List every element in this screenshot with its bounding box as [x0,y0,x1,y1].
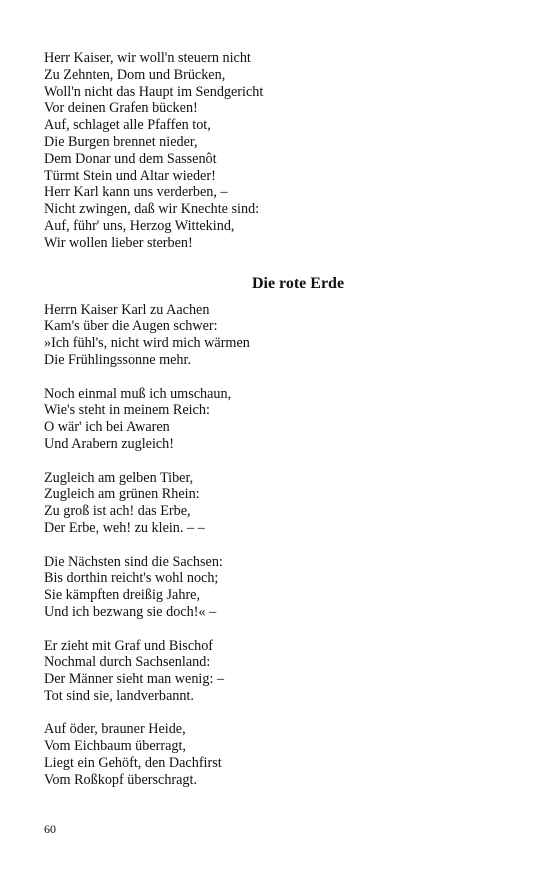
verse-line: Dem Donar und dem Sassenôt [44,150,217,167]
verse-line: Vom Eichbaum überragt, [44,738,186,755]
verse-line: Nicht zwingen, daß wir Knechte sind: [44,201,260,218]
stanza-5 [44,638,514,705]
poem-end-stanza [44,50,514,252]
verse-line: Woll'n nicht das Haupt im Sendgericht [44,83,264,100]
verse-line: O wär' ich bei Awaren [44,419,170,436]
verse-line: Und ich bezwang sie doch!« – [44,603,217,620]
verse-line: Er zieht mit Graf und Bischof [44,637,214,654]
verse-line: Die Nächsten sind die Sachsen: [44,553,223,570]
verse-line: Nochmal durch Sachsenland: [44,654,211,671]
verse-line: Tot sind sie, landverbannt. [44,687,194,704]
verse-line: Herr Kaiser, wir woll'n steuern nicht [44,50,251,66]
verse-line: Wir wollen lieber sterben! [44,234,193,251]
verse-line: Bis dorthin reicht's wohl noch; [44,570,219,587]
verse-line: Vor deinen Grafen bücken! [44,100,198,117]
verse-line: Liegt ein Gehöft, den Dachfirst [44,755,222,772]
verse-line: Der Erbe, weh! zu klein. – – [44,519,205,536]
verse-line: Türmt Stein und Altar wieder! [44,167,216,184]
stanza-1 [44,302,514,369]
verse-line: Sie kämpften dreißig Jahre, [44,587,201,604]
stanza-2 [44,386,514,453]
stanza-gap [44,369,514,386]
page-content [44,50,514,789]
stanza-gap [44,453,514,470]
poem-title: Die rote Erde [251,274,345,292]
verse-line: Wie's steht in meinem Reich: [44,402,210,419]
verse-line: Herr Karl kann uns verderben, – [44,184,228,201]
stanza-3 [44,470,514,537]
verse-line: Herrn Kaiser Karl zu Aachen [44,301,210,318]
verse-line: Auf öder, brauner Heide, [44,721,186,738]
stanza-gap [44,621,514,638]
verse-line: Zu groß ist ach! das Erbe, [44,503,191,520]
page-number: 60 [44,822,56,836]
stanza-gap [44,537,514,554]
verse-line: Der Männer sieht man wenig: – [44,671,225,688]
verse-line: Und Arabern zugleich! [44,435,175,452]
verse-line: Zu Zehnten, Dom und Brücken, [44,66,226,83]
verse-line: Zugleich am gelben Tiber, [44,469,194,486]
verse-line: Auf, schlaget alle Pfaffen tot, [44,117,211,134]
verse-line: Die Frühlingssonne mehr. [44,351,191,368]
verse-line: Vom Roßkopf überschragt. [44,771,198,788]
verse-line: Zugleich am grünen Rhein: [44,486,200,503]
stanza-gap [44,705,514,722]
verse-line: Kam's über die Augen schwer: [44,318,218,335]
stanza-4 [44,554,514,621]
verse-line: Noch einmal muß ich umschaun, [44,385,232,402]
verse-line: Auf, führ' uns, Herzog Wittekind, [44,217,235,234]
verse-line: »Ich fühl's, nicht wird mich wärmen [44,335,250,352]
stanza-6 [44,721,514,788]
verse-line: Die Burgen brennet nieder, [44,133,198,150]
